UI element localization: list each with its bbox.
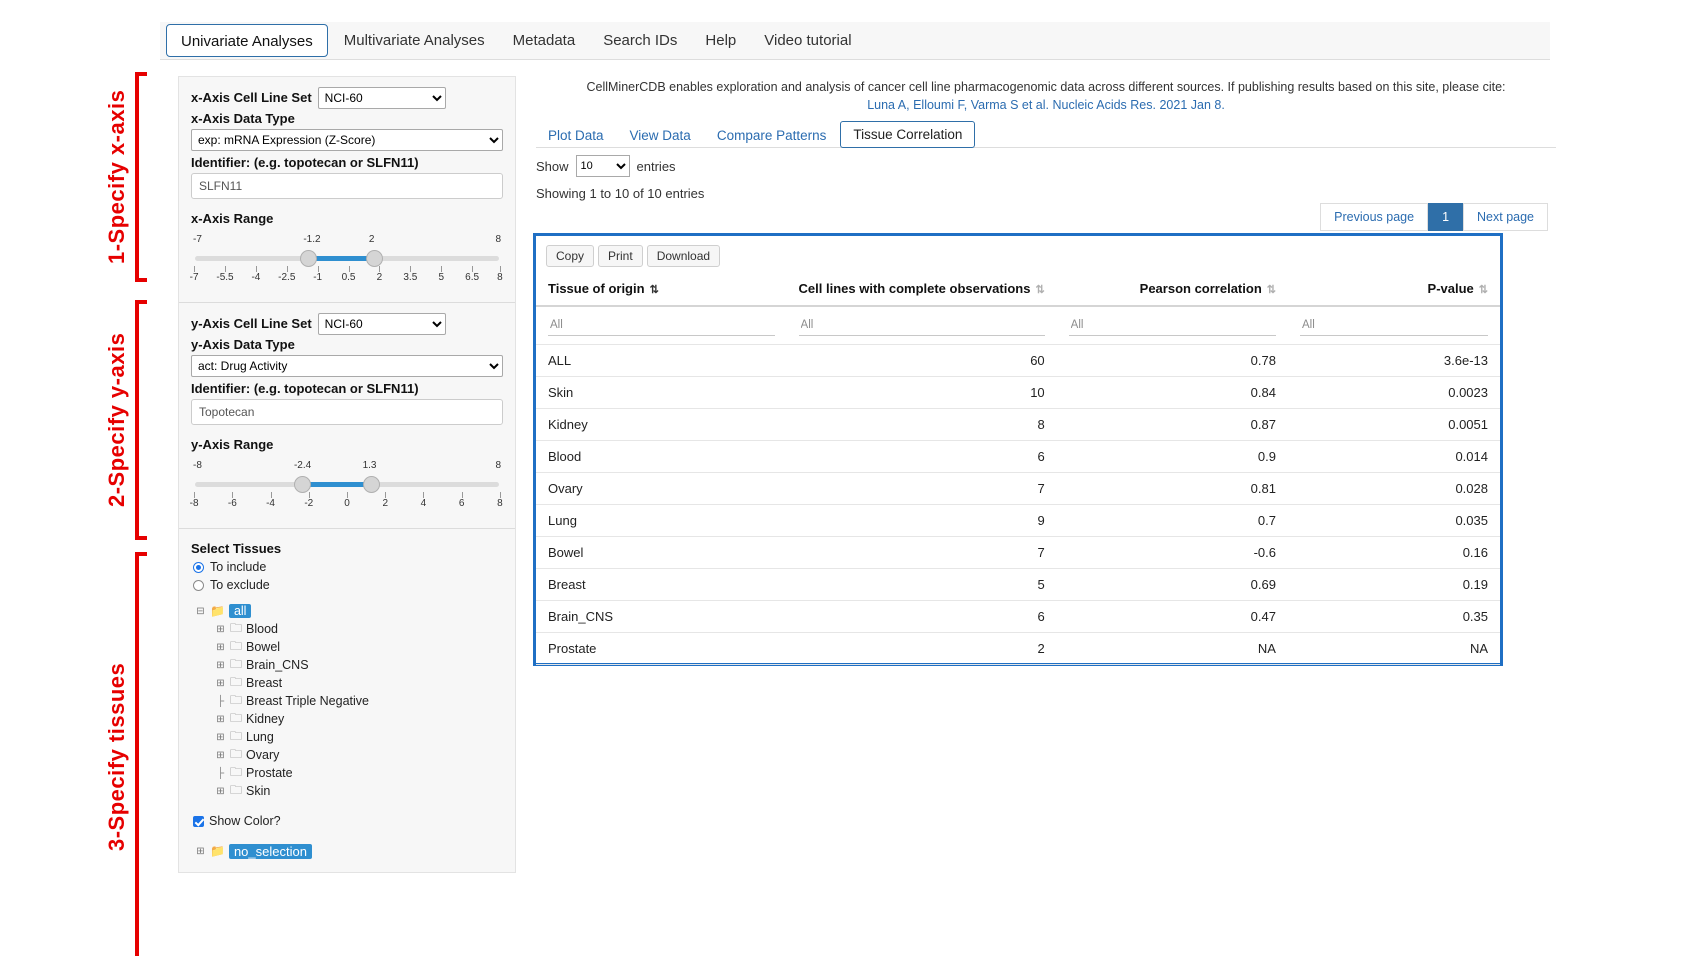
x-axis-cellline-label: x-Axis Cell Line Set bbox=[191, 90, 312, 105]
table-row[interactable] bbox=[536, 633, 1500, 665]
cell-count: 7 bbox=[787, 473, 1057, 505]
folder-icon: 🗀 bbox=[230, 656, 243, 671]
cell-tissue: ALL bbox=[536, 345, 787, 377]
x-axis-identifier-label: Identifier: (e.g. topotecan or SLFN11) bbox=[191, 155, 419, 170]
subtab-plot-data[interactable]: Plot Data bbox=[548, 128, 604, 143]
x-axis-slider-max: 8 bbox=[495, 234, 501, 245]
tree-node-all[interactable] bbox=[195, 602, 503, 620]
cell-count: 8 bbox=[787, 409, 1057, 441]
x-axis-slider-ticklabels: -7 -5.5 -4 -2.5 -1 0.5 2 3.5 5 6.5 8 bbox=[189, 272, 503, 283]
expand-icon[interactable]: ⊞ bbox=[216, 785, 225, 797]
cell-pvalue: 0.16 bbox=[1288, 537, 1500, 569]
x-axis-datatype-select[interactable] bbox=[191, 129, 503, 151]
x-axis-slider-handle-low[interactable] bbox=[300, 250, 317, 267]
next-page-button[interactable]: Next page bbox=[1463, 203, 1548, 231]
cell-count: 60 bbox=[787, 345, 1057, 377]
expand-icon[interactable]: ⊞ bbox=[196, 845, 205, 857]
table-row[interactable] bbox=[536, 569, 1500, 601]
x-axis-section bbox=[179, 77, 515, 303]
sort-icon[interactable]: ⇅ bbox=[1478, 284, 1488, 296]
tree-item-ovary[interactable] bbox=[195, 746, 503, 764]
folder-icon: 📁 bbox=[210, 604, 225, 618]
table-row[interactable] bbox=[536, 537, 1500, 569]
filter-pvalue-input[interactable] bbox=[1300, 315, 1488, 336]
x-axis-identifier-input[interactable] bbox=[191, 173, 503, 199]
page-1-button[interactable]: 1 bbox=[1428, 203, 1463, 231]
y-axis-range-slider[interactable] bbox=[191, 460, 503, 516]
show-entries-row bbox=[536, 155, 676, 177]
table-row[interactable] bbox=[536, 601, 1500, 633]
subtab-view-data[interactable]: View Data bbox=[629, 128, 691, 143]
cell-pvalue: 3.6e-13 bbox=[1288, 345, 1500, 377]
show-label: Show bbox=[536, 158, 569, 174]
tree-node-all-label: all bbox=[229, 604, 252, 618]
x-axis-datatype-label: x-Axis Data Type bbox=[191, 111, 295, 126]
tree-item-label: Lung bbox=[246, 730, 274, 744]
tree-item-label: Breast Triple Negative bbox=[246, 694, 369, 708]
cell-pvalue: 0.035 bbox=[1288, 505, 1500, 537]
sort-icon[interactable]: ⇅ bbox=[1035, 284, 1045, 296]
table-row[interactable] bbox=[536, 441, 1500, 473]
x-axis-slider-min: -7 bbox=[193, 234, 202, 245]
radio-include-icon bbox=[193, 562, 204, 573]
cell-pvalue: 0.028 bbox=[1288, 473, 1500, 505]
cell-pearson: -0.6 bbox=[1057, 537, 1288, 569]
tree-item-prostate[interactable] bbox=[195, 764, 503, 782]
tree-item-blood[interactable] bbox=[195, 620, 503, 638]
tree-item-label: Skin bbox=[246, 784, 271, 798]
folder-icon: 📁 bbox=[210, 844, 225, 858]
expand-icon[interactable]: ⊞ bbox=[216, 713, 225, 725]
entries-label: entries bbox=[636, 158, 676, 174]
folder-icon: 🗀 bbox=[230, 674, 243, 689]
annotation-bracket-2 bbox=[135, 300, 147, 540]
y-axis-slider-ticklabels: -8 -6 -4 -2 0 2 4 6 8 bbox=[189, 498, 503, 509]
tab-video-tutorial[interactable]: Video tutorial bbox=[764, 32, 852, 49]
subtab-tissue-correlation[interactable]: Tissue Correlation bbox=[840, 121, 975, 148]
cell-count: 6 bbox=[787, 601, 1057, 633]
cell-pearson: NA bbox=[1057, 633, 1288, 665]
tree-item-label: Kidney bbox=[246, 712, 285, 726]
cell-pvalue: 0.19 bbox=[1288, 569, 1500, 601]
cell-count: 2 bbox=[787, 633, 1057, 665]
tissue-correlation-table bbox=[536, 273, 1500, 665]
sort-icon[interactable]: ⇅ bbox=[1266, 284, 1276, 296]
cell-count: 7 bbox=[787, 537, 1057, 569]
tree-item-kidney[interactable] bbox=[195, 710, 503, 728]
tree-item-bowel[interactable] bbox=[195, 638, 503, 656]
citation-block bbox=[536, 78, 1556, 114]
table-row[interactable] bbox=[536, 505, 1500, 537]
table-row[interactable] bbox=[536, 377, 1500, 409]
y-axis-range-label: y-Axis Range bbox=[191, 437, 274, 452]
subtab-compare-patterns[interactable]: Compare Patterns bbox=[716, 128, 827, 143]
show-color-label: Show Color? bbox=[209, 814, 281, 828]
tree-item-label: Bowel bbox=[246, 640, 281, 654]
cell-pvalue: 0.014 bbox=[1288, 441, 1500, 473]
tree-item-label: Blood bbox=[246, 622, 278, 636]
cell-pearson: 0.69 bbox=[1057, 569, 1288, 601]
tab-univariate-analyses[interactable]: Univariate Analyses bbox=[166, 24, 328, 57]
cell-pearson: 0.78 bbox=[1057, 345, 1288, 377]
radio-exclude-label: To exclude bbox=[210, 578, 270, 592]
folder-icon: 🗀 bbox=[230, 638, 243, 653]
cell-tissue: Prostate bbox=[536, 633, 787, 665]
y-axis-identifier-label: Identifier: (e.g. topotecan or SLFN11) bbox=[191, 381, 419, 396]
y-axis-slider-max: 8 bbox=[495, 460, 501, 471]
show-color-checkbox[interactable] bbox=[193, 814, 503, 828]
main-tabbar bbox=[160, 22, 1550, 60]
y-axis-slider-endlabels bbox=[191, 460, 503, 472]
tree-item-skin[interactable] bbox=[195, 782, 503, 800]
entries-info: Showing 1 to 10 of 10 entries bbox=[536, 186, 705, 201]
table-row[interactable] bbox=[536, 473, 1500, 505]
column-header-pvalue[interactable]: P-value ⇅ bbox=[1288, 273, 1500, 306]
previous-page-button[interactable]: Previous page bbox=[1320, 203, 1428, 231]
tree-item-lung[interactable] bbox=[195, 728, 503, 746]
y-axis-slider-handle-low[interactable] bbox=[294, 476, 311, 493]
tab-help[interactable]: Help bbox=[705, 32, 737, 49]
cell-pearson: 0.81 bbox=[1057, 473, 1288, 505]
y-axis-cellline-select[interactable] bbox=[318, 313, 446, 335]
y-axis-slider-range bbox=[303, 482, 372, 487]
folder-icon: 🗀 bbox=[230, 692, 243, 707]
filter-cell-lines-input[interactable] bbox=[799, 315, 1045, 336]
table-header-row bbox=[536, 273, 1500, 306]
folder-icon: 🗀 bbox=[230, 764, 243, 779]
x-axis-slider-endlabels bbox=[191, 234, 503, 246]
table-row[interactable] bbox=[536, 345, 1500, 377]
y-axis-datatype-select[interactable] bbox=[191, 355, 503, 377]
cell-pearson: 0.9 bbox=[1057, 441, 1288, 473]
expand-icon[interactable]: ⊞ bbox=[216, 623, 225, 635]
cell-count: 10 bbox=[787, 377, 1057, 409]
radio-to-exclude[interactable] bbox=[193, 578, 503, 592]
table-row[interactable] bbox=[536, 409, 1500, 441]
radio-exclude-icon bbox=[193, 580, 204, 591]
tree-item-brain-cns[interactable] bbox=[195, 656, 503, 674]
y-axis-section bbox=[179, 303, 515, 529]
x-axis-slider-handle-high[interactable] bbox=[366, 250, 383, 267]
tree-item-label: Ovary bbox=[246, 748, 280, 762]
checkbox-icon bbox=[193, 816, 204, 827]
x-axis-range-label: x-Axis Range bbox=[191, 211, 274, 226]
page-size-select[interactable] bbox=[576, 155, 630, 177]
tab-metadata[interactable]: Metadata bbox=[512, 32, 576, 49]
radio-to-include[interactable] bbox=[193, 560, 503, 574]
tree-item-label: Breast bbox=[246, 676, 283, 690]
tree-item-breast-triple-negative[interactable] bbox=[195, 692, 503, 710]
leaf-icon: ├ bbox=[216, 695, 225, 707]
sort-icon[interactable]: ⇅ bbox=[649, 284, 659, 296]
cell-count: 6 bbox=[787, 441, 1057, 473]
folder-icon: 🗀 bbox=[230, 620, 243, 635]
cell-pvalue: 0.35 bbox=[1288, 601, 1500, 633]
citation-text: CellMinerCDB enables exploration and analysis of cancer cell line pharmacogenomic data across different sources. If publishing results based on this site, please cite: bbox=[586, 80, 1506, 94]
tree-item-label: Prostate bbox=[246, 766, 293, 780]
expand-icon[interactable]: ⊞ bbox=[216, 731, 225, 743]
tree-node-no-selection[interactable] bbox=[195, 842, 503, 860]
annotation-label-2: 2-Specify y-axis bbox=[104, 332, 129, 508]
download-button[interactable]: Download bbox=[647, 245, 720, 267]
cell-tissue: Brain_CNS bbox=[536, 601, 787, 633]
folder-icon: 🗀 bbox=[230, 728, 243, 743]
y-axis-slider-low-value: -2.4 bbox=[293, 460, 312, 471]
folder-icon: 🗀 bbox=[230, 782, 243, 797]
print-button[interactable]: Print bbox=[598, 245, 643, 267]
radio-include-label: To include bbox=[210, 560, 267, 574]
expand-icon[interactable]: ⊞ bbox=[216, 641, 225, 653]
annotation-label-3: 3-Specify tissues bbox=[104, 662, 129, 852]
column-header-pearson[interactable]: Pearson correlation ⇅ bbox=[1057, 273, 1288, 306]
cell-tissue: Bowel bbox=[536, 537, 787, 569]
select-tissues-title: Select Tissues bbox=[191, 541, 282, 556]
cell-pearson: 0.87 bbox=[1057, 409, 1288, 441]
cell-count: 5 bbox=[787, 569, 1057, 601]
table-filter-row bbox=[536, 306, 1500, 345]
cell-tissue: Kidney bbox=[536, 409, 787, 441]
cell-pearson: 0.84 bbox=[1057, 377, 1288, 409]
y-axis-cellline-label: y-Axis Cell Line Set bbox=[191, 316, 312, 331]
tissues-section bbox=[179, 529, 515, 872]
cell-tissue: Blood bbox=[536, 441, 787, 473]
table-body bbox=[536, 345, 1500, 665]
column-header-cell-lines[interactable]: Cell lines with complete observations ⇅ bbox=[787, 273, 1057, 306]
cell-pvalue: NA bbox=[1288, 633, 1500, 665]
table-toolbar bbox=[536, 236, 1500, 273]
copy-button[interactable]: Copy bbox=[546, 245, 594, 267]
tab-search-ids[interactable]: Search IDs bbox=[603, 32, 678, 49]
tissue-correlation-table-container bbox=[533, 233, 1503, 666]
annotation-bracket-1 bbox=[135, 72, 147, 282]
y-axis-datatype-label: y-Axis Data Type bbox=[191, 337, 295, 352]
cell-pearson: 0.47 bbox=[1057, 601, 1288, 633]
citation-link[interactable]: Luna A, Elloumi F, Varma S et al. Nucleic Acids Res. 2021 Jan 8. bbox=[867, 98, 1225, 112]
tissue-tree bbox=[195, 602, 503, 800]
control-panel bbox=[178, 76, 516, 873]
y-axis-identifier-input[interactable] bbox=[191, 399, 503, 425]
expand-icon[interactable]: ⊞ bbox=[216, 749, 225, 761]
filter-tissue-input[interactable] bbox=[548, 315, 775, 336]
expand-icon[interactable]: ⊞ bbox=[216, 659, 225, 671]
pagination bbox=[1320, 203, 1548, 231]
filter-pearson-input[interactable] bbox=[1069, 315, 1276, 336]
cell-pvalue: 0.0023 bbox=[1288, 377, 1500, 409]
cell-tissue: Breast bbox=[536, 569, 787, 601]
y-axis-slider-handle-high[interactable] bbox=[363, 476, 380, 493]
tree-node-no-selection-label: no_selection bbox=[229, 844, 312, 859]
tree-item-breast[interactable] bbox=[195, 674, 503, 692]
y-axis-slider-high-value: 1.3 bbox=[362, 460, 377, 471]
leaf-icon: ├ bbox=[216, 767, 225, 779]
expand-icon[interactable]: ⊞ bbox=[216, 677, 225, 689]
annotation-label-1: 1-Specify x-axis bbox=[104, 89, 129, 265]
tab-multivariate-analyses[interactable]: Multivariate Analyses bbox=[343, 32, 485, 49]
folder-icon: 🗀 bbox=[230, 710, 243, 725]
cell-tissue: Ovary bbox=[536, 473, 787, 505]
x-axis-range-slider[interactable] bbox=[191, 234, 503, 290]
cell-pearson: 0.7 bbox=[1057, 505, 1288, 537]
cell-count: 9 bbox=[787, 505, 1057, 537]
annotation-bracket-3 bbox=[135, 552, 147, 956]
y-axis-slider-min: -8 bbox=[193, 460, 202, 471]
result-subtabs bbox=[536, 120, 1556, 148]
x-axis-slider-low-value: -1.2 bbox=[303, 234, 321, 245]
tree-item-label: Brain_CNS bbox=[246, 658, 309, 672]
cell-tissue: Lung bbox=[536, 505, 787, 537]
folder-icon: 🗀 bbox=[230, 746, 243, 761]
cell-tissue: Skin bbox=[536, 377, 787, 409]
expand-icon[interactable]: ⊟ bbox=[196, 605, 205, 617]
cell-pvalue: 0.0051 bbox=[1288, 409, 1500, 441]
x-axis-slider-high-value: 2 bbox=[368, 234, 375, 245]
x-axis-cellline-select[interactable] bbox=[318, 87, 446, 109]
column-header-tissue[interactable]: Tissue of origin ⇅ bbox=[536, 273, 787, 306]
